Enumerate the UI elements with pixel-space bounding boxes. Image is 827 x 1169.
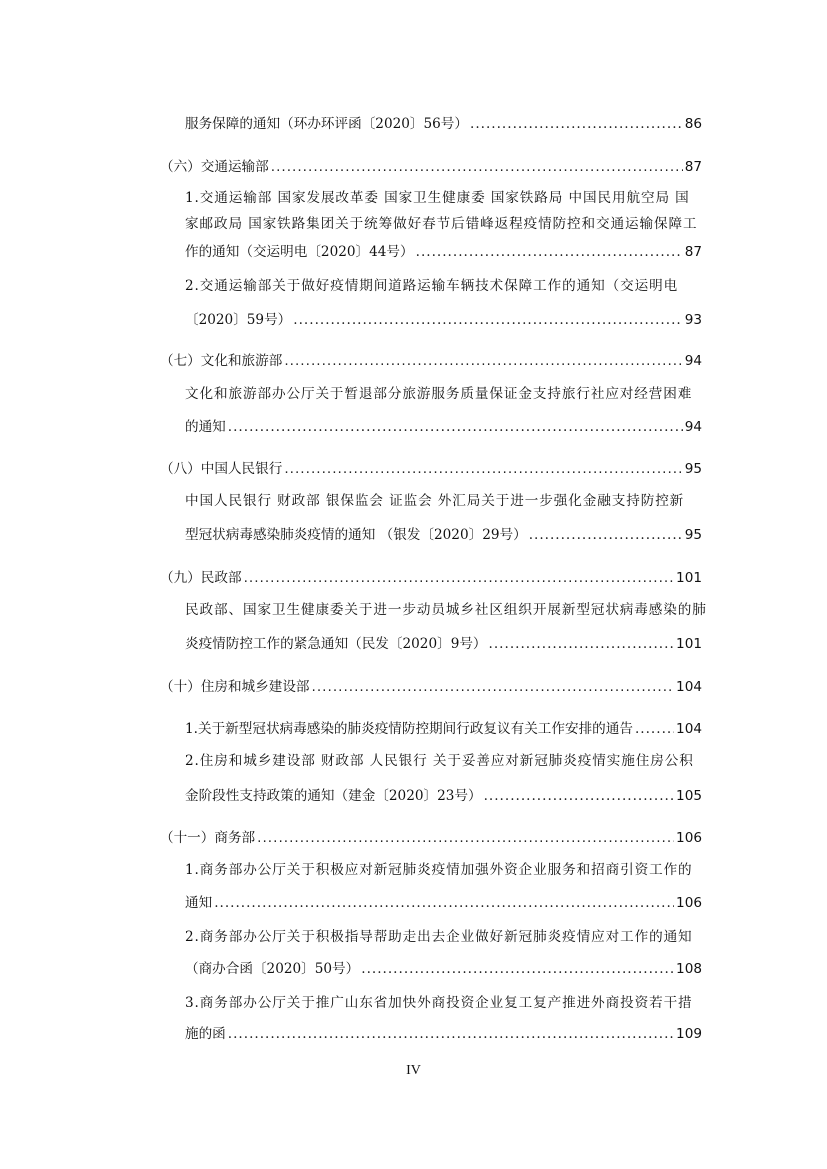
toc-entry-text: 民政部、国家卫生健康委关于进一步动员城乡社区组织开展新型冠状病毒感染的肺 (185, 602, 707, 618)
toc-section[interactable] (160, 351, 702, 371)
dot-leader (416, 242, 683, 262)
toc-entry-text: 2.交通运输部关于做好疫情期间道路运输车辆技术保障工作的通知（交运明电 (185, 278, 679, 294)
dot-leader (361, 959, 674, 979)
dot-leader (635, 719, 674, 739)
toc-entry[interactable] (185, 634, 702, 654)
toc-entry-title: 通知 (185, 895, 213, 911)
toc-entry-title: （商办合函〔2020〕50号） (185, 961, 360, 977)
toc-section[interactable] (160, 459, 702, 479)
dot-leader (484, 786, 674, 806)
toc-entry-title: 型冠状病毒感染肺炎疫情的通知 （银发〔2020〕29号） (185, 527, 527, 543)
dot-leader (312, 677, 675, 697)
toc-section-title: （六）交通运输部 (160, 159, 269, 175)
toc-entry-text: 1.商务部办公厅关于积极应对新冠肺炎疫情加强外资企业服务和招商引资工作的 (185, 862, 693, 878)
dot-leader (257, 828, 674, 848)
dot-leader (284, 459, 682, 479)
dot-leader (214, 893, 674, 913)
toc-entry-text: 3.商务部办公厅关于推广山东省加快外商投资企业复工复产推进外商投资若干措 (185, 995, 693, 1011)
toc-entry-page: 95 (684, 527, 702, 543)
toc-entry-page: 105 (676, 788, 702, 804)
toc-entry-title: 服务保障的通知（环办环评函〔2020〕56号） (185, 116, 468, 132)
toc-section-page: 101 (676, 570, 702, 586)
dot-leader (529, 525, 683, 545)
toc-entry-page: 104 (676, 721, 702, 737)
dot-leader (284, 351, 682, 371)
toc-entry-page: 108 (676, 961, 702, 977)
toc-entry-text: 1.交通运输部 国家发展改革委 国家卫生健康委 国家铁路局 中国民用航空局 国 (185, 190, 690, 206)
dot-leader (244, 568, 674, 588)
toc-entry[interactable] (185, 786, 702, 806)
toc-section-title: （十）住房和城乡建设部 (160, 679, 310, 695)
toc-entry[interactable] (185, 114, 702, 134)
toc-entry-text: 文化和旅游部办公厅关于暂退部分旅游服务质量保证金支持旅行社应对经营困难 (185, 386, 693, 402)
page-number: IV (406, 1063, 421, 1078)
toc-entry-page: 86 (684, 116, 702, 132)
toc-entry[interactable] (185, 242, 702, 262)
toc-entry-title: 金阶段性支持政策的通知（建金〔2020〕23号） (185, 788, 482, 804)
toc-entry[interactable] (185, 525, 702, 545)
toc-entry[interactable] (185, 959, 702, 979)
toc-section-title: （九）民政部 (160, 570, 242, 586)
toc-entry-page: 101 (676, 636, 702, 652)
toc-entry-text: 中国人民银行 财政部 银保监会 证监会 外汇局关于进一步强化金融支持防控新 (185, 493, 685, 509)
toc-entry-text: 2.商务部办公厅关于积极指导帮助走出去企业做好新冠肺炎疫情应对工作的通知 (185, 929, 693, 945)
toc-section-page: 104 (676, 679, 702, 695)
toc-section-title: （十一）商务部 (160, 830, 256, 846)
toc-section[interactable] (160, 677, 702, 697)
toc-entry-title: 炎疫情防控工作的紧急通知（民发〔2020〕9号） (185, 636, 487, 652)
toc-entry-title: 的通知 (185, 419, 226, 435)
toc-section-page: 106 (676, 830, 702, 846)
toc-entry-title: 施的函 (185, 1026, 226, 1042)
toc-entry-page: 87 (684, 244, 702, 260)
toc-entry-title: 〔2020〕59号） (185, 312, 292, 328)
toc-entry[interactable] (185, 310, 702, 330)
toc-section-page: 94 (684, 353, 702, 369)
toc-entry[interactable] (185, 417, 702, 437)
dot-leader (228, 417, 683, 437)
dot-leader (271, 157, 683, 177)
toc-section-title: （八）中国人民银行 (160, 461, 283, 477)
toc-section[interactable] (160, 157, 702, 177)
toc-entry-title: 1.关于新型冠状病毒感染的肺炎疫情防控期间行政复议有关工作安排的通告 (185, 721, 633, 737)
toc-section[interactable] (160, 568, 702, 588)
toc-entry[interactable] (185, 719, 702, 739)
toc-entry-page: 93 (684, 312, 702, 328)
toc-entry-page: 106 (676, 895, 702, 911)
toc-section-title: （七）文化和旅游部 (160, 353, 283, 369)
toc-entry-page: 94 (684, 419, 702, 435)
dot-leader (489, 634, 675, 654)
toc-entry-text: 2.住房和城乡建设部 财政部 人民银行 关于妥善应对新冠肺炎疫情实施住房公积 (185, 753, 694, 769)
dot-leader (470, 114, 683, 134)
toc-section-page: 95 (684, 461, 702, 477)
toc-entry-page: 109 (676, 1026, 702, 1042)
dot-leader (228, 1024, 674, 1044)
toc-section-page: 87 (684, 159, 702, 175)
toc-entry[interactable] (185, 1024, 702, 1044)
toc-section[interactable] (160, 828, 702, 848)
toc-entry-text: 家邮政局 国家铁路集团关于统筹做好春节后错峰返程疫情防控和交通运输保障工 (185, 216, 698, 232)
toc-entry-title: 作的通知（交运明电〔2020〕44号） (185, 244, 414, 260)
dot-leader (293, 310, 682, 330)
toc-entry[interactable] (185, 893, 702, 913)
